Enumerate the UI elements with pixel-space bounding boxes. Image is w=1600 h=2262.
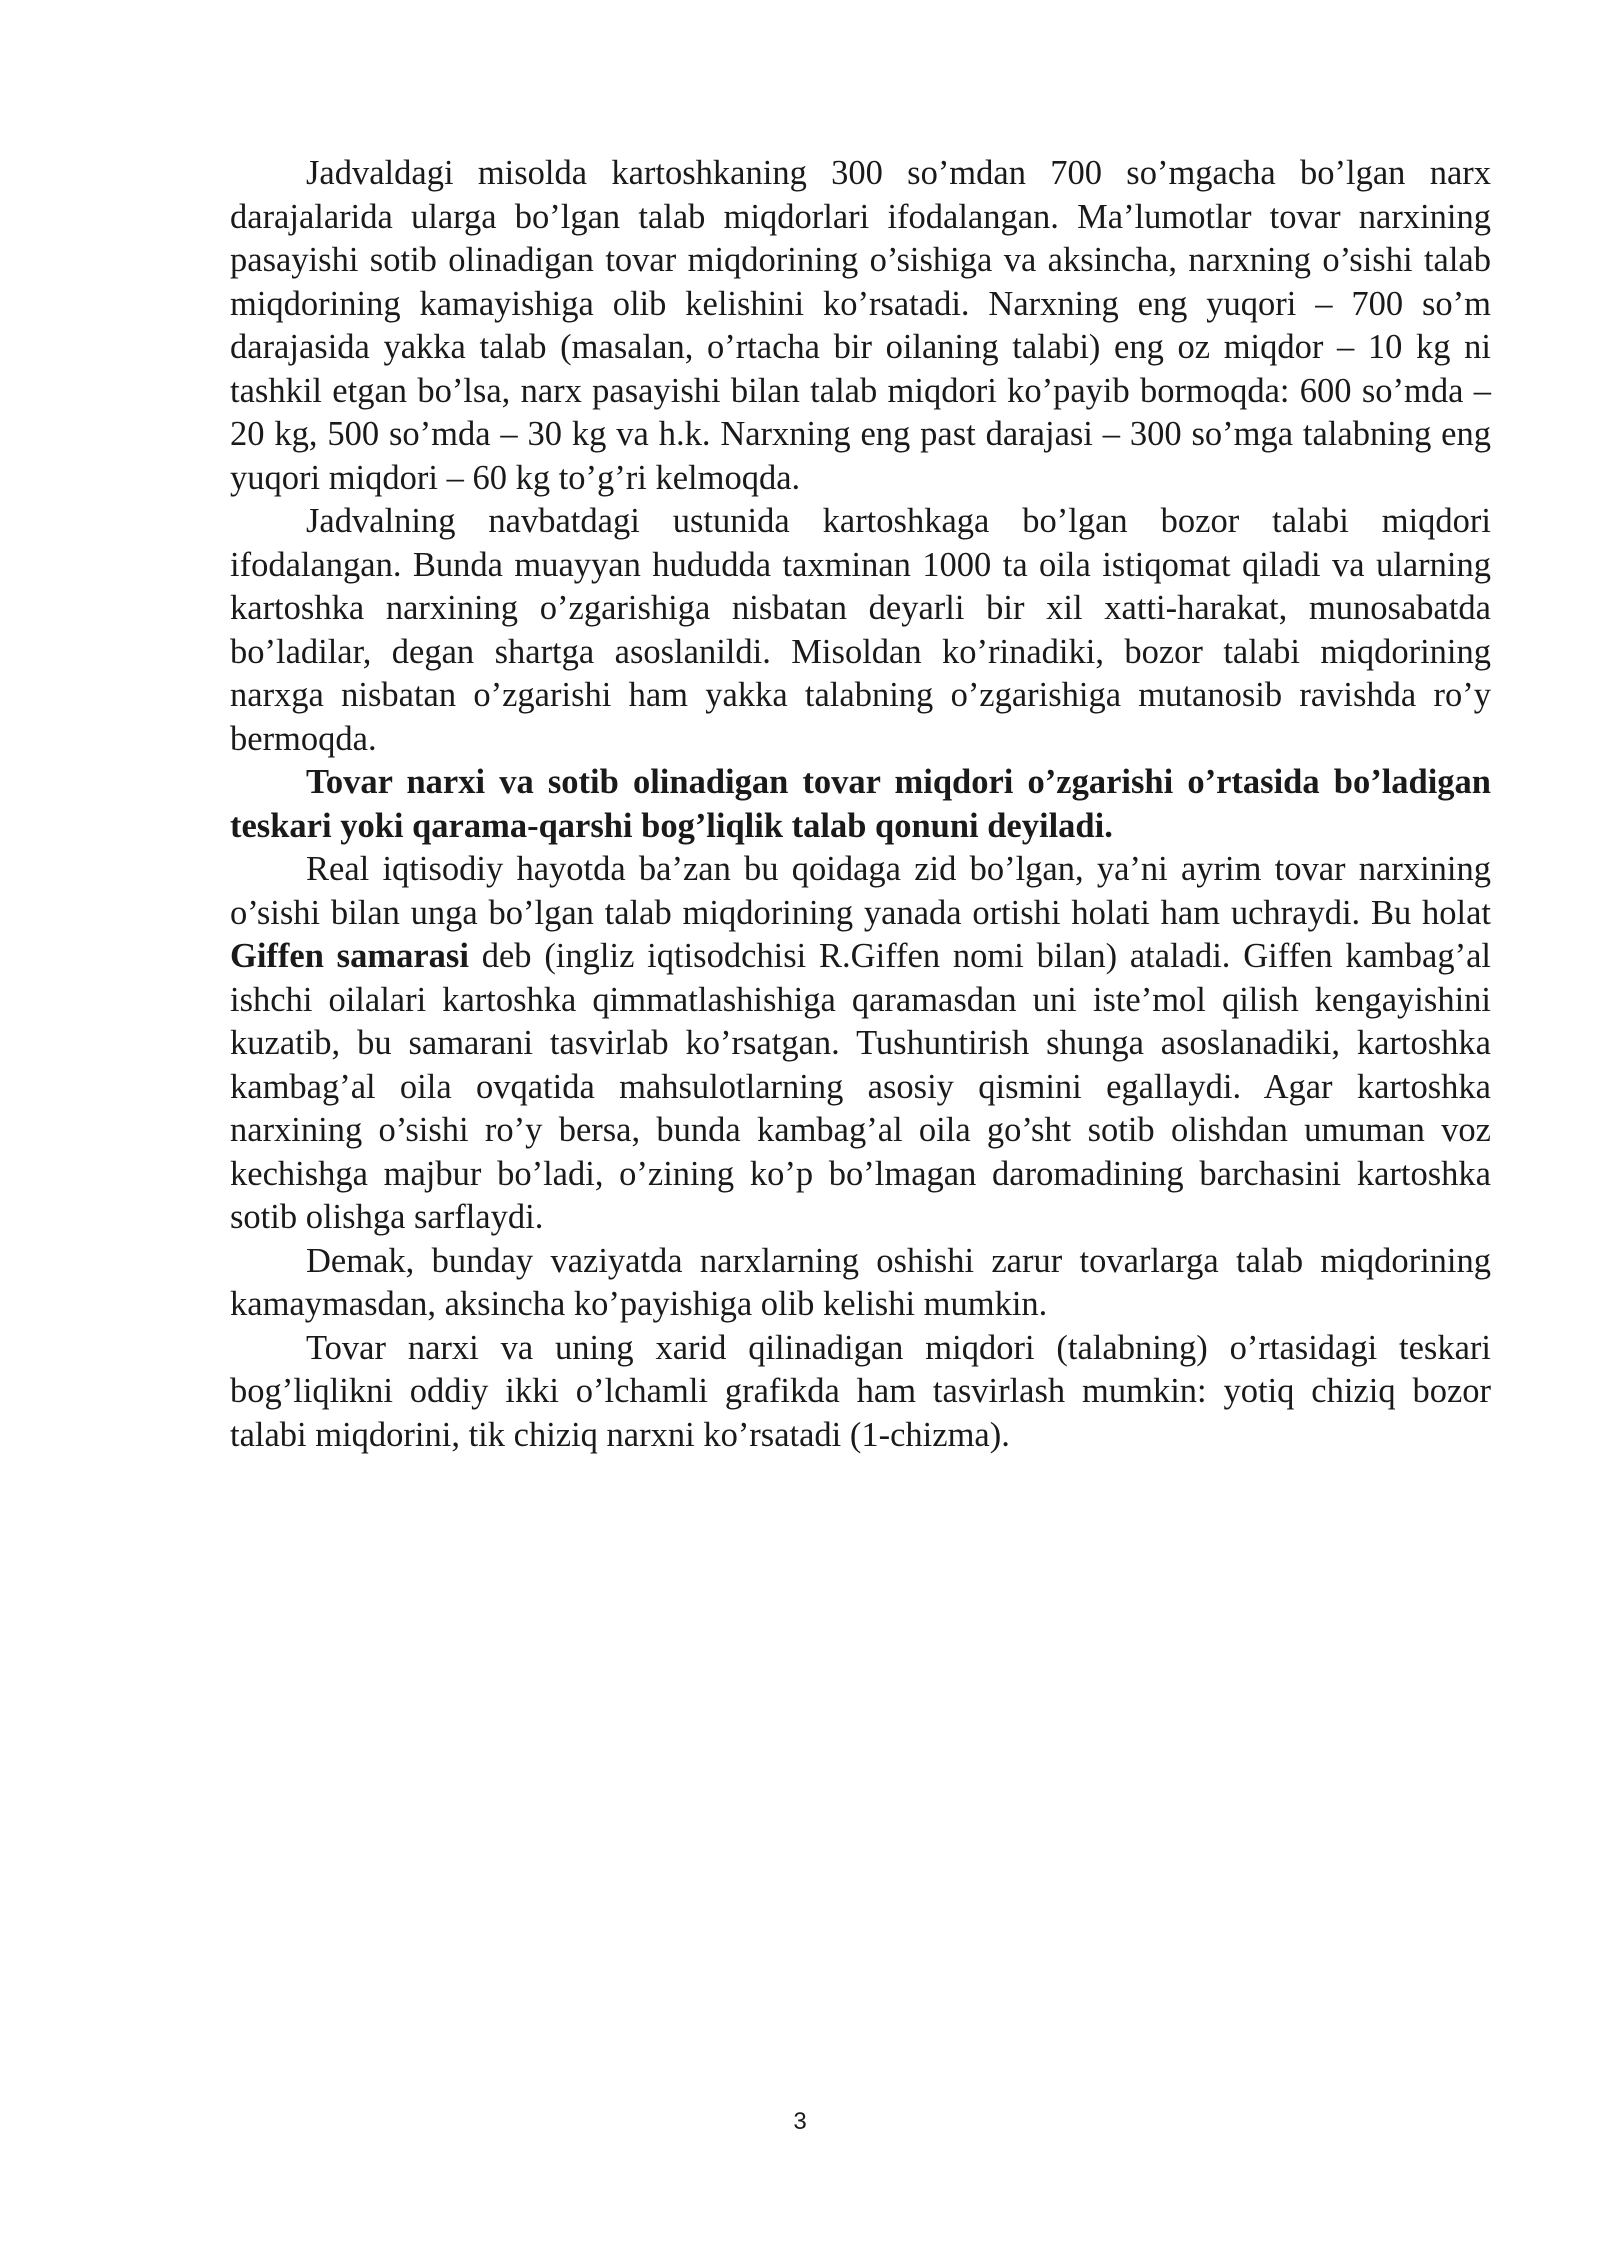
giffen-text-after: deb (ingliz iqtisodchisi R.Giffen nomi bilan) ataladi. Giffen kambag’al ishchi oilalari kartoshka qimmatlashishiga qaramasdan uni iste’mol qilish kengayishini kuzatib, bu samarani tasvirlab ko’rsatgan. Tushuntirish shunga asoslanadiki, kartoshka kambag’al oila ovqatida mahsulotlarning asosiy qismini egallaydi. Agar kartoshka narxining o’sishi ro’y bersa, bunda kambag’al oila go’sht sotib olishdan umuman voz kechishga majbur bo’ladi, o’zining ko’p bo’lmagan daromadining barchasini kartoshka sotib olishga sarflaydi. xyxy=(230,937,1492,1236)
page-number: 3 xyxy=(793,2108,807,2135)
giffen-term: Giffen samarasi xyxy=(230,937,469,975)
paragraph-law-of-demand xyxy=(230,761,1491,848)
document-body xyxy=(230,152,1491,1457)
paragraph-conclusion: Demak, bunday vaziyatda narxlarning oshishi zarur tovarlarga talab miqdorining kamaymasdan, aksincha ko’payishiga olib kelishi mumkin. xyxy=(230,1241,1491,1323)
paragraph-graph-intro: Tovar narxi va uning xarid qilinadigan miqdori (talabning) o’rtasidagi teskari bog’liqlikni oddiy ikki o’lchamli grafikda ham tasvirlash mumkin: yotiq chiziq bozor talabi miqdorini, tik chiziq narxni ko’rsatadi (1-chizma). xyxy=(230,1328,1491,1454)
paragraph-market-demand: Jadvalning navbatdagi ustunida kartoshkaga bo’lgan bozor talabi miqdori ifodalangan. Bunda muayyan hududda taxminan 1000 ta oila istiqomat qiladi va ularning kartoshka narxining o’zgarishiga nisbatan deyarli bir xil xatti-harakat, munosabatda bo’ladilar, degan shartga asoslanildi. Misoldan ko’rinadiki, bozor talabi miqdorining narxga nisbatan o’zgarishi ham yakka talabning o’zgarishiga mutanosib ravishda ro’y bermoqda. xyxy=(230,502,1491,758)
law-of-demand-definition: Tovar narxi va sotib olinadigan tovar miqdori o’zgarishi o’rtasida bo’ladigan teskari yoki qarama-qarshi bog’liqlik talab qonuni deyiladi. xyxy=(230,763,1491,845)
giffen-text-before: Real iqtisodiy hayotda ba’zan bu qoidaga zid bo’lgan, ya’ni ayrim tovar narxining o’sishi bilan unga bo’lgan talab miqdorining yanada ortishi holati ham uchraydi. Bu holat xyxy=(230,850,1491,932)
paragraph-price-demand-example: Jadvaldagi misolda kartoshkaning 300 so’mdan 700 so’mgacha bo’lgan narx darajalarida ularga bo’lgan talab miqdorlari ifodalangan. Ma’lumotlar tovar narxining pasayishi sotib olinadigan tovar miqdorining o’sishiga va aksincha, narxning o’sishi talab miqdorining kamayishiga olib kelishini ko’rsatadi. Narxning eng yuqori – 700 so’m darajasida yakka talab (masalan, o’rtacha bir oilaning talabi) eng oz miqdor – 10 kg ni tashkil etgan bo’lsa, narx pasayishi bilan talab miqdori ko’payib bormoqda: 600 so’mda – 20 kg, 500 so’mda – 30 kg va h.k. Narxning eng past darajasi – 300 so’mga talabning eng yuqori miqdori – 60 kg to’g’ri kelmoqda. xyxy=(230,154,1491,497)
paragraph-giffen-effect xyxy=(230,848,1491,1240)
